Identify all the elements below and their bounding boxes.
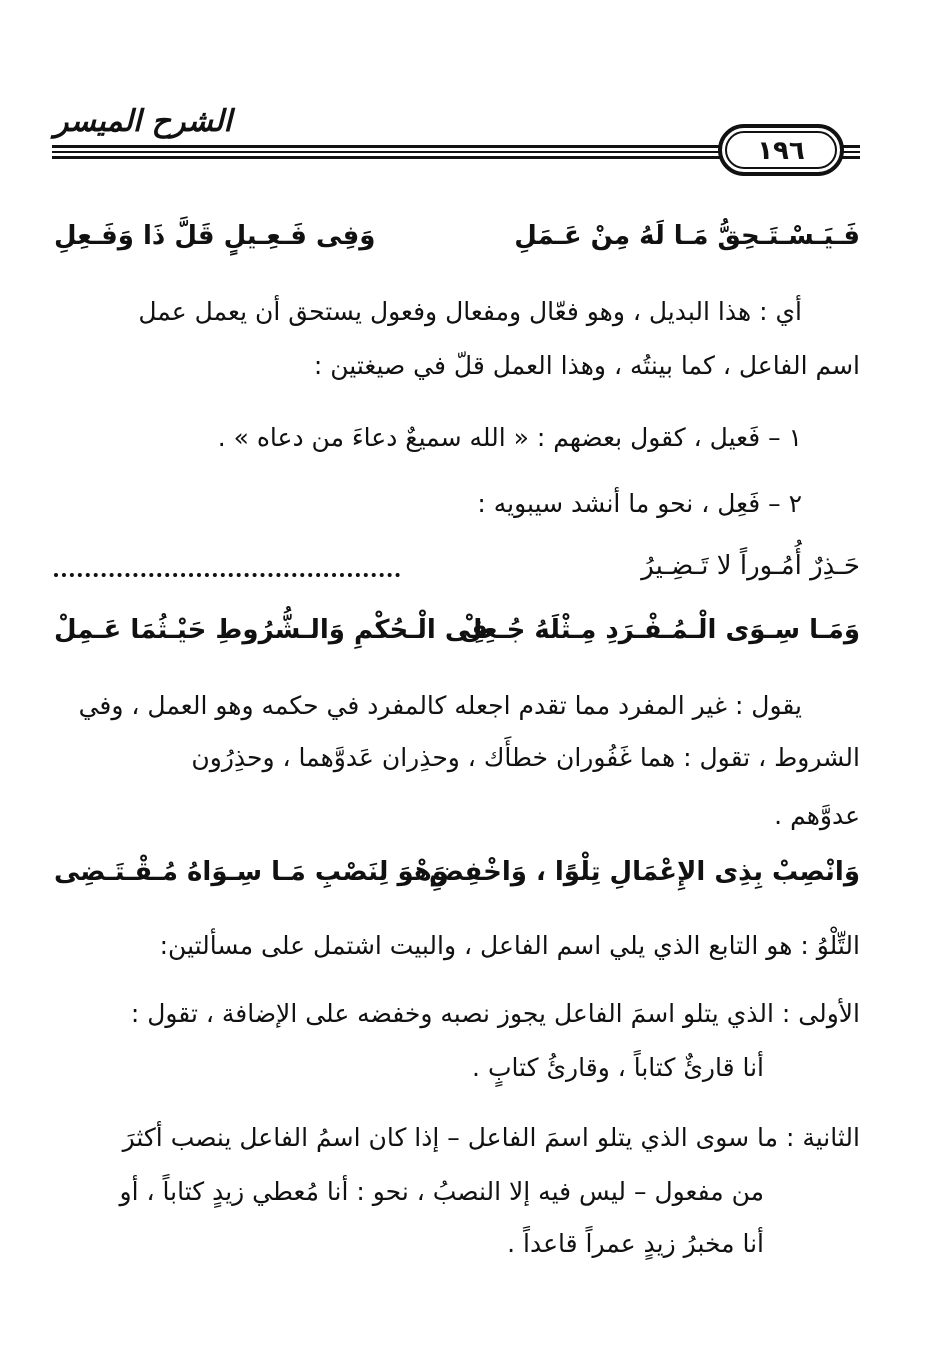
paragraph-line: يقول : غير المفرد مما تقدم اجعله كالمفرد في حكمه وهو العمل ، وفي [78,691,802,720]
verse-1-second-hemistich: وَفِى فَـعِـيلٍ قَلَّ ذَا وَفَـعِلِ [54,221,376,251]
verse-2-second-hemistich: فِى الْـحُكْمِ وَالـشُّرُوطِ حَيْـثُمَا عَـمِلْ [54,615,489,645]
page-number-frame [718,124,844,176]
page-number: ١٩٦ [757,136,805,166]
paragraph-line: عدوَّهم . [774,801,860,830]
list-item: ١ – فَعيل ، كقول بعضهم : « الله سميعٌ دعاءَ من دعاه » . [217,423,802,452]
verse-3-second-hemistich: وَهْوَ لِنَصْبِ مَـا سِـوَاهُ مُـقْـتَـضِى [54,857,448,887]
paragraph-line: اسم الفاعل ، كما بينتُه ، وهذا العمل قلّ في صيغتين : [313,351,860,380]
ellipsis-dots [54,563,400,577]
verse-2-first-hemistich: وَمَـا سِـوَى الْـمُـفْـرَدِ مِـثْلَهُ جُـعِلْ [459,615,860,645]
paragraph-line: أي : هذا البديل ، وهو فعّال ومفعال وفعول يستحق أن يعمل عمل [138,297,802,326]
verse-1-first-hemistich: فَـيَـسْـتَـحِقُّ مَـا لَهُ مِنْ عَـمَلِ [514,221,860,251]
list-item: ٢ – فَعِل ، نحو ما أنشد سيبويه : [477,489,802,518]
paragraph-line: الأولى : الذي يتلو اسمَ الفاعل يجوز نصبه وخفضه على الإضافة ، تقول : [130,999,860,1028]
paragraph-line: أنا مخبرُ زيدٍ عمراً قاعداً . [507,1229,764,1258]
paragraph-line: الشروط ، تقول : هما غَفُوران خطأَك ، وحذِران عَدوَّهما ، وحذِرُون [191,743,860,772]
paragraph-line: أنا قارئٌ كتاباً ، وقارئُ كتابٍ . [472,1053,764,1082]
verse-3-first-hemistich: وَانْصِبْ بِذِى الإِعْمَالِ تِلْوًا ، وَاخْفِضِ [428,857,860,887]
running-title: الشرح الميسر [54,104,232,139]
paragraph-line: من مفعول – ليس فيه إلا النصبُ ، نحو : أنا مُعطي زيدٍ كتاباً ، أو [119,1177,764,1206]
quoted-verse: حَـذِرٌ أُمُـوراً لا تَـضِـيرُ [641,551,860,581]
paragraph-line: الثانية : ما سوى الذي يتلو اسمَ الفاعل – إذا كان اسمُ الفاعل ينصب أكثرَ [122,1123,860,1152]
paragraph-line: التِّلْوُ : هو التابع الذي يلي اسم الفاعل ، والبيت اشتمل على مسألتين: [159,931,860,960]
